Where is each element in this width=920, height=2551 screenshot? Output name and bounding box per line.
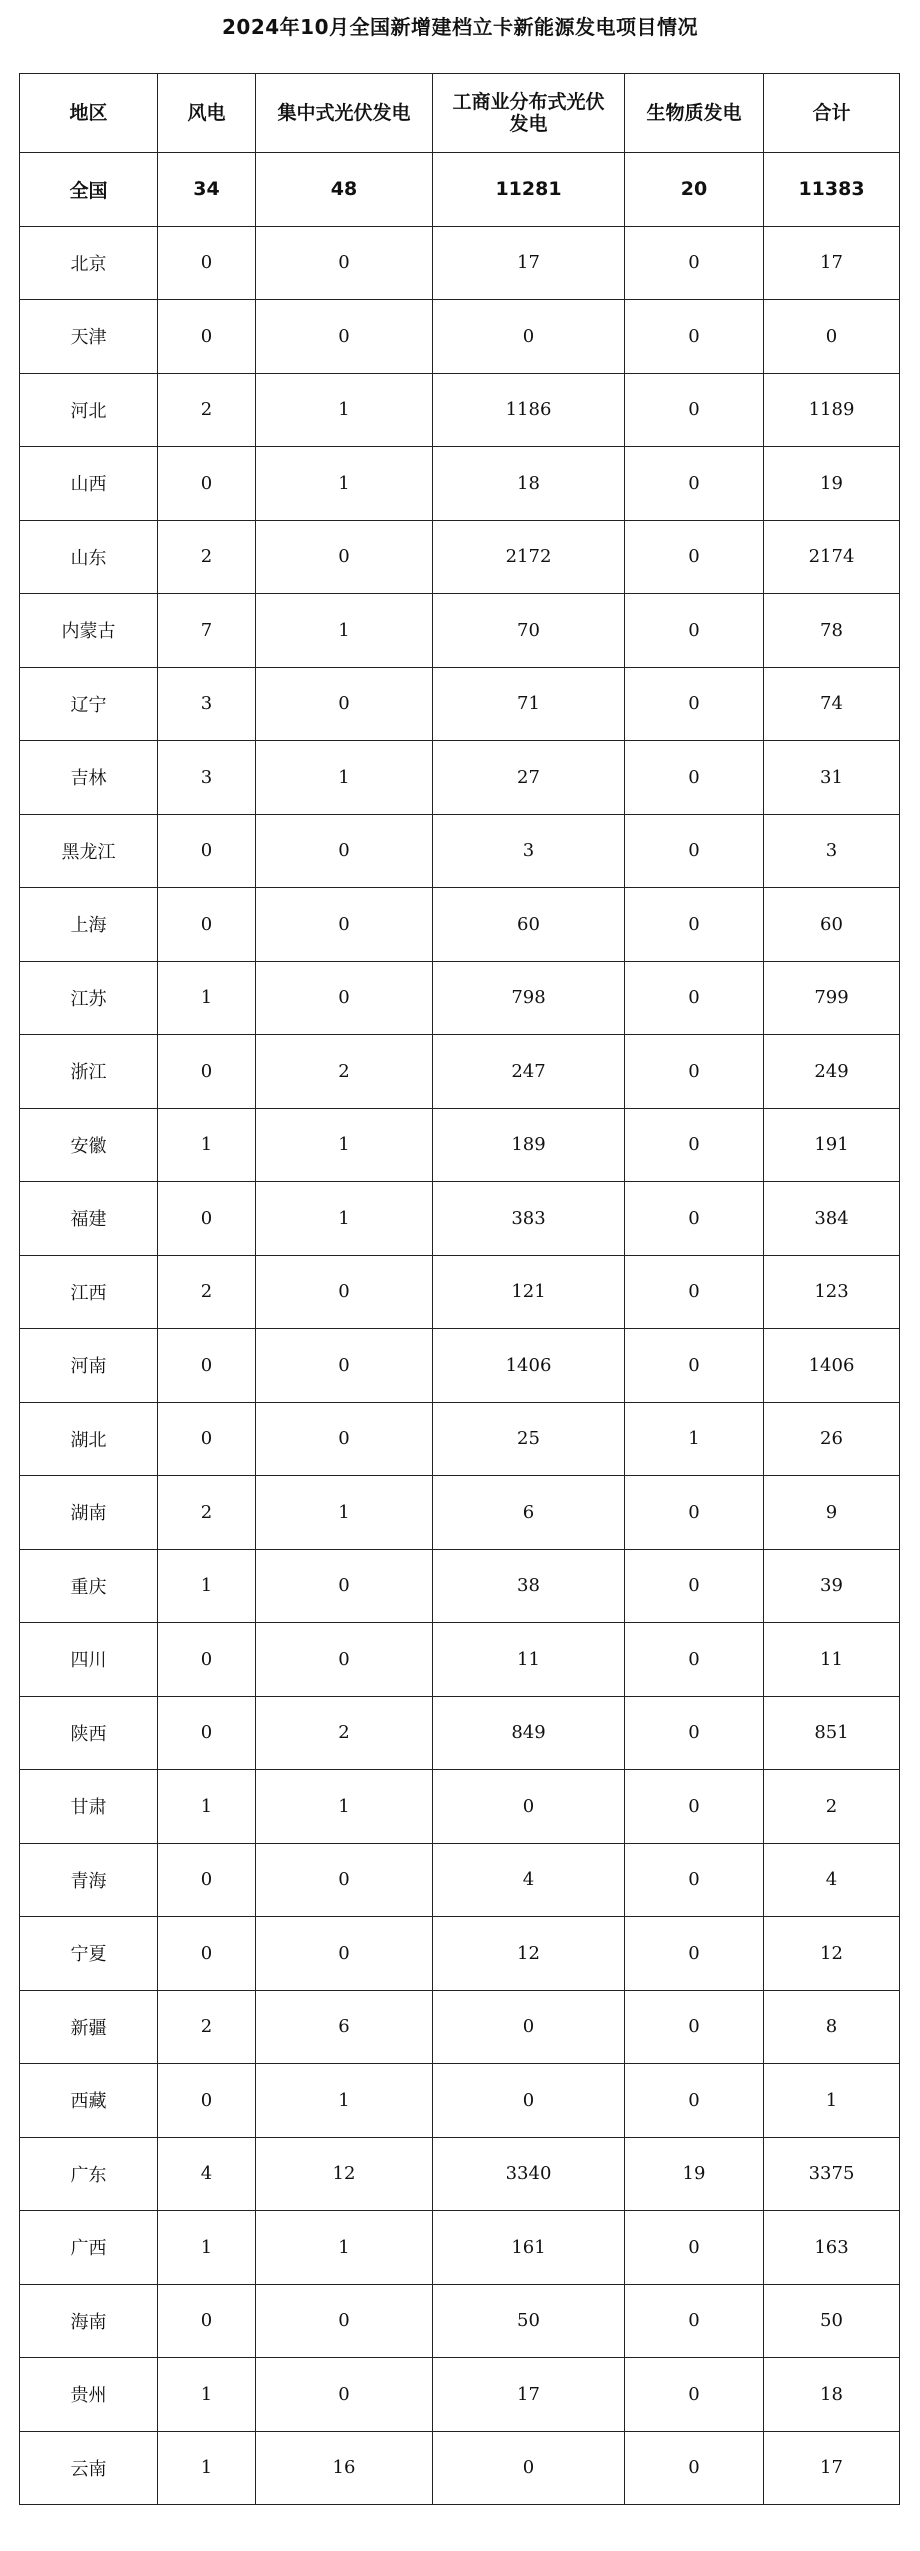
cell-central-pv: 0: [256, 1329, 433, 1403]
cell-biomass: 0: [625, 2284, 764, 2358]
cell-sum: 60: [764, 888, 900, 962]
cell-biomass: 0: [625, 1623, 764, 1697]
cell-region: 西藏: [20, 2064, 158, 2138]
table-row: [20, 1696, 900, 1770]
cell-wind: 7: [158, 594, 256, 668]
cell-wind: 1: [158, 1108, 256, 1182]
cell-biomass: 0: [625, 1329, 764, 1403]
cell-biomass: 0: [625, 741, 764, 815]
cell-distributed-pv: 11: [433, 1623, 625, 1697]
header-row: [20, 74, 900, 153]
cell-distributed-pv: 3340: [433, 2137, 625, 2211]
cell-central-pv: 1: [256, 1182, 433, 1256]
cell-sum: 17: [764, 2431, 900, 2505]
cell-sum: 11: [764, 1623, 900, 1697]
cell-central-pv: 0: [256, 1917, 433, 1991]
cell-sum: 123: [764, 1255, 900, 1329]
total-biomass: 20: [625, 153, 764, 227]
total-distributed-pv: 11281: [433, 153, 625, 227]
cell-central-pv: 1: [256, 741, 433, 815]
cell-central-pv: 1: [256, 594, 433, 668]
cell-central-pv: 0: [256, 2358, 433, 2432]
cell-distributed-pv: 121: [433, 1255, 625, 1329]
cell-region: 吉林: [20, 741, 158, 815]
cell-biomass: 0: [625, 1696, 764, 1770]
cell-wind: 0: [158, 888, 256, 962]
cell-biomass: 0: [625, 594, 764, 668]
cell-central-pv: 1: [256, 447, 433, 521]
cell-central-pv: 1: [256, 373, 433, 447]
cell-wind: 0: [158, 814, 256, 888]
cell-sum: 39: [764, 1549, 900, 1623]
table-row: [20, 2211, 900, 2285]
table-row: [20, 594, 900, 668]
cell-distributed-pv: 18: [433, 447, 625, 521]
cell-central-pv: 0: [256, 814, 433, 888]
cell-central-pv: 6: [256, 1990, 433, 2064]
cell-region: 河北: [20, 373, 158, 447]
cell-region: 上海: [20, 888, 158, 962]
cell-central-pv: 0: [256, 1623, 433, 1697]
cell-wind: 0: [158, 1623, 256, 1697]
cell-region: 广西: [20, 2211, 158, 2285]
table-row: [20, 1843, 900, 1917]
table-row: [20, 1990, 900, 2064]
cell-region: 江苏: [20, 961, 158, 1035]
cell-distributed-pv: 161: [433, 2211, 625, 2285]
cell-distributed-pv: 17: [433, 226, 625, 300]
cell-distributed-pv: 50: [433, 2284, 625, 2358]
header-central-pv: 集中式光伏发电: [256, 74, 433, 153]
cell-central-pv: 1: [256, 2211, 433, 2285]
cell-distributed-pv: 798: [433, 961, 625, 1035]
cell-biomass: 0: [625, 1917, 764, 1991]
cell-region: 安徽: [20, 1108, 158, 1182]
cell-sum: 799: [764, 961, 900, 1035]
cell-distributed-pv: 0: [433, 2064, 625, 2138]
cell-biomass: 0: [625, 1108, 764, 1182]
cell-region: 江西: [20, 1255, 158, 1329]
cell-wind: 2: [158, 1476, 256, 1550]
page-title: 2024年10月全国新增建档立卡新能源发电项目情况: [222, 15, 698, 39]
cell-sum: 384: [764, 1182, 900, 1256]
cell-wind: 1: [158, 2431, 256, 2505]
table-row: [20, 1476, 900, 1550]
cell-sum: 74: [764, 667, 900, 741]
cell-region: 广东: [20, 2137, 158, 2211]
cell-biomass: 0: [625, 667, 764, 741]
cell-central-pv: 0: [256, 226, 433, 300]
cell-region: 内蒙古: [20, 594, 158, 668]
cell-region: 河南: [20, 1329, 158, 1403]
cell-distributed-pv: 38: [433, 1549, 625, 1623]
table-row: [20, 447, 900, 521]
cell-biomass: 0: [625, 1770, 764, 1844]
cell-central-pv: 1: [256, 1476, 433, 1550]
table-row: [20, 814, 900, 888]
cell-distributed-pv: 6: [433, 1476, 625, 1550]
cell-distributed-pv: 2172: [433, 520, 625, 594]
cell-central-pv: 0: [256, 300, 433, 374]
cell-distributed-pv: 70: [433, 594, 625, 668]
table-row: [20, 2064, 900, 2138]
table-row: [20, 226, 900, 300]
header-biomass: 生物质发电: [625, 74, 764, 153]
cell-distributed-pv: 189: [433, 1108, 625, 1182]
cell-wind: 2: [158, 1255, 256, 1329]
cell-wind: 0: [158, 226, 256, 300]
cell-distributed-pv: 0: [433, 300, 625, 374]
total-region: 全国: [20, 153, 158, 227]
cell-wind: 2: [158, 373, 256, 447]
table-row: [20, 667, 900, 741]
cell-biomass: 0: [625, 2358, 764, 2432]
cell-distributed-pv: 17: [433, 2358, 625, 2432]
cell-region: 贵州: [20, 2358, 158, 2432]
cell-region: 云南: [20, 2431, 158, 2505]
cell-sum: 163: [764, 2211, 900, 2285]
table-row: [20, 1402, 900, 1476]
cell-wind: 0: [158, 300, 256, 374]
total-row: [20, 153, 900, 227]
cell-sum: 9: [764, 1476, 900, 1550]
cell-central-pv: 2: [256, 1696, 433, 1770]
cell-wind: 0: [158, 1402, 256, 1476]
cell-central-pv: 2: [256, 1035, 433, 1109]
table-row: [20, 1108, 900, 1182]
cell-biomass: 0: [625, 1255, 764, 1329]
header-sum: 合计: [764, 74, 900, 153]
table-row: [20, 1182, 900, 1256]
table-row: [20, 2431, 900, 2505]
cell-central-pv: 1: [256, 1108, 433, 1182]
header-distributed-pv: [433, 74, 625, 153]
table-row: [20, 1329, 900, 1403]
cell-biomass: 0: [625, 520, 764, 594]
cell-region: 浙江: [20, 1035, 158, 1109]
cell-wind: 0: [158, 1035, 256, 1109]
cell-distributed-pv: 0: [433, 1770, 625, 1844]
cell-wind: 0: [158, 1917, 256, 1991]
header-distributed-pv-label: 工商业分布式光伏发电: [452, 91, 605, 135]
cell-sum: 249: [764, 1035, 900, 1109]
cell-distributed-pv: 1186: [433, 373, 625, 447]
cell-central-pv: 0: [256, 1549, 433, 1623]
cell-wind: 1: [158, 1770, 256, 1844]
cell-wind: 0: [158, 1182, 256, 1256]
cell-biomass: 0: [625, 373, 764, 447]
cell-sum: 851: [764, 1696, 900, 1770]
cell-central-pv: 1: [256, 1770, 433, 1844]
cell-biomass: 1: [625, 1402, 764, 1476]
cell-biomass: 0: [625, 1476, 764, 1550]
cell-wind: 0: [158, 447, 256, 521]
cell-biomass: 19: [625, 2137, 764, 2211]
cell-biomass: 0: [625, 888, 764, 962]
cell-sum: 191: [764, 1108, 900, 1182]
table-row: [20, 741, 900, 815]
total-wind: 34: [158, 153, 256, 227]
cell-region: 天津: [20, 300, 158, 374]
cell-wind: 3: [158, 741, 256, 815]
table-row: [20, 1623, 900, 1697]
cell-biomass: 0: [625, 226, 764, 300]
table-row: [20, 1255, 900, 1329]
table-row: [20, 961, 900, 1035]
header-wind: 风电: [158, 74, 256, 153]
cell-wind: 0: [158, 2284, 256, 2358]
table-row: [20, 373, 900, 447]
table-row: [20, 2358, 900, 2432]
cell-sum: 31: [764, 741, 900, 815]
cell-region: 四川: [20, 1623, 158, 1697]
cell-sum: 1406: [764, 1329, 900, 1403]
cell-central-pv: 0: [256, 667, 433, 741]
table-row: [20, 2137, 900, 2211]
cell-sum: 78: [764, 594, 900, 668]
table-row: [20, 1549, 900, 1623]
cell-sum: 17: [764, 226, 900, 300]
cell-sum: 12: [764, 1917, 900, 1991]
cell-distributed-pv: 71: [433, 667, 625, 741]
cell-wind: 0: [158, 2064, 256, 2138]
cell-central-pv: 0: [256, 888, 433, 962]
cell-central-pv: 0: [256, 1255, 433, 1329]
cell-sum: 3375: [764, 2137, 900, 2211]
cell-region: 福建: [20, 1182, 158, 1256]
cell-wind: 2: [158, 1990, 256, 2064]
table-row: [20, 1917, 900, 1991]
cell-sum: 50: [764, 2284, 900, 2358]
table-row: [20, 520, 900, 594]
cell-wind: 2: [158, 520, 256, 594]
cell-central-pv: 16: [256, 2431, 433, 2505]
table-row: [20, 888, 900, 962]
cell-wind: 1: [158, 1549, 256, 1623]
cell-central-pv: 0: [256, 2284, 433, 2358]
cell-region: 北京: [20, 226, 158, 300]
cell-biomass: 0: [625, 1182, 764, 1256]
cell-distributed-pv: 0: [433, 2431, 625, 2505]
cell-distributed-pv: 0: [433, 1990, 625, 2064]
cell-central-pv: 0: [256, 520, 433, 594]
cell-region: 陕西: [20, 1696, 158, 1770]
cell-wind: 0: [158, 1329, 256, 1403]
table-row: [20, 1035, 900, 1109]
cell-sum: 2: [764, 1770, 900, 1844]
cell-wind: 0: [158, 1696, 256, 1770]
cell-biomass: 0: [625, 300, 764, 374]
cell-central-pv: 0: [256, 1402, 433, 1476]
cell-biomass: 0: [625, 2064, 764, 2138]
cell-sum: 1: [764, 2064, 900, 2138]
cell-wind: 4: [158, 2137, 256, 2211]
cell-wind: 1: [158, 2211, 256, 2285]
cell-wind: 3: [158, 667, 256, 741]
table-row: [20, 2284, 900, 2358]
cell-central-pv: 12: [256, 2137, 433, 2211]
total-sum: 11383: [764, 153, 900, 227]
table-row: [20, 300, 900, 374]
cell-sum: 19: [764, 447, 900, 521]
cell-biomass: 0: [625, 1549, 764, 1623]
data-table: [19, 73, 900, 2505]
cell-distributed-pv: 1406: [433, 1329, 625, 1403]
cell-region: 山西: [20, 447, 158, 521]
cell-biomass: 0: [625, 447, 764, 521]
cell-biomass: 0: [625, 1990, 764, 2064]
cell-central-pv: 1: [256, 2064, 433, 2138]
cell-sum: 4: [764, 1843, 900, 1917]
cell-distributed-pv: 60: [433, 888, 625, 962]
cell-biomass: 0: [625, 2431, 764, 2505]
cell-wind: 1: [158, 2358, 256, 2432]
cell-distributed-pv: 27: [433, 741, 625, 815]
cell-distributed-pv: 849: [433, 1696, 625, 1770]
cell-region: 山东: [20, 520, 158, 594]
cell-sum: 18: [764, 2358, 900, 2432]
cell-sum: 2174: [764, 520, 900, 594]
cell-wind: 0: [158, 1843, 256, 1917]
cell-biomass: 0: [625, 1843, 764, 1917]
cell-distributed-pv: 3: [433, 814, 625, 888]
cell-central-pv: 0: [256, 961, 433, 1035]
cell-region: 黑龙江: [20, 814, 158, 888]
cell-distributed-pv: 12: [433, 1917, 625, 1991]
cell-sum: 26: [764, 1402, 900, 1476]
cell-distributed-pv: 383: [433, 1182, 625, 1256]
cell-region: 辽宁: [20, 667, 158, 741]
cell-biomass: 0: [625, 1035, 764, 1109]
cell-region: 青海: [20, 1843, 158, 1917]
cell-region: 宁夏: [20, 1917, 158, 1991]
cell-biomass: 0: [625, 2211, 764, 2285]
header-region: 地区: [20, 74, 158, 153]
cell-biomass: 0: [625, 961, 764, 1035]
cell-region: 海南: [20, 2284, 158, 2358]
cell-wind: 1: [158, 961, 256, 1035]
cell-region: 重庆: [20, 1549, 158, 1623]
cell-region: 甘肃: [20, 1770, 158, 1844]
cell-region: 湖北: [20, 1402, 158, 1476]
cell-sum: 0: [764, 300, 900, 374]
cell-distributed-pv: 4: [433, 1843, 625, 1917]
total-central-pv: 48: [256, 153, 433, 227]
cell-distributed-pv: 247: [433, 1035, 625, 1109]
table-row: [20, 1770, 900, 1844]
cell-region: 湖南: [20, 1476, 158, 1550]
cell-sum: 8: [764, 1990, 900, 2064]
cell-sum: 3: [764, 814, 900, 888]
cell-central-pv: 0: [256, 1843, 433, 1917]
cell-distributed-pv: 25: [433, 1402, 625, 1476]
cell-sum: 1189: [764, 373, 900, 447]
cell-region: 新疆: [20, 1990, 158, 2064]
cell-biomass: 0: [625, 814, 764, 888]
